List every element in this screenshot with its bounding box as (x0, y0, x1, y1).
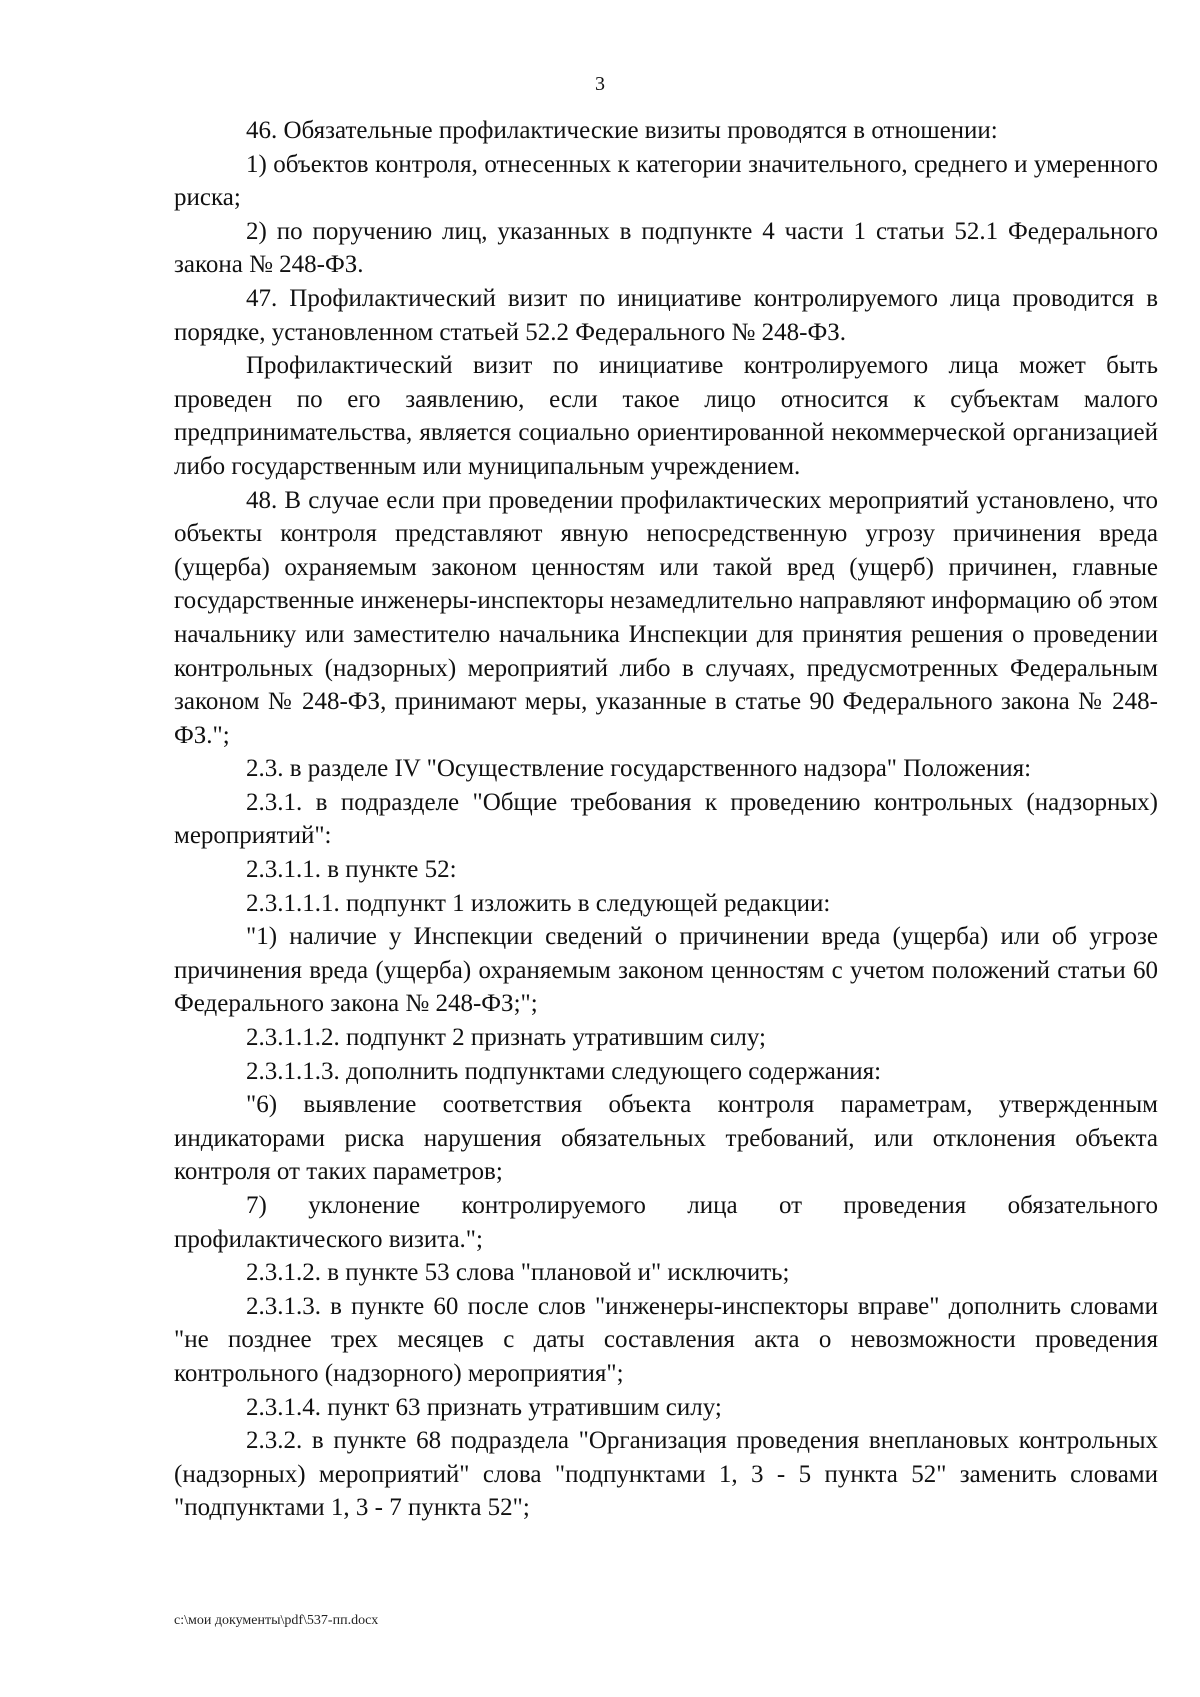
paragraph-48: 48. В случае если при проведении профилактических мероприятий установлено, что объекты контроля представляют явную непосредственную угрозу причинения вреда (ущерба) охраняемым законом ценностям или такой вред (ущерб) причинен, главные государственные инженеры-инспекторы незамедлительно направляют информацию об этом начальнику или заместителю начальника Инспекции для принятия решения о проведении контрольных (надзорных) мероприятий либо в случаях, предусмотренных Федеральным законом № 248-ФЗ, принимают меры, указанные в статье 90 Федерального закона № 248-ФЗ."; (174, 486, 1158, 749)
paragraph-subitem-7: 7) уклонение контролируемого лица от проведения обязательного профилактического визита."; (174, 1192, 1158, 1253)
page-number: 3 (595, 73, 605, 95)
footer-file-path: c:\мои документы\pdf\537-пп.docx (174, 1613, 379, 1628)
paragraph-47-continued: Профилактический визит по инициативе контролируемого лица может быть проведен по его заявлению, если такое лицо относится к субъектам малого предпринимательства, является социально ориентированной некоммерческой организацией либо государственным или муниципальным учреждением. (174, 352, 1158, 480)
paragraph-2-3-1: 2.3.1. в подразделе "Общие требования к проведению контрольных (надзорных) мероприятий": (174, 788, 1158, 850)
paragraph-46-item-1: 1) объектов контроля, отнесенных к категории значительного, среднего и умеренного риска; (174, 150, 1158, 212)
paragraph-46-item-2: 2) по поручению лиц, указанных в подпункте 4 части 1 статьи 52.1 Федерального закона № 248-ФЗ. (174, 217, 1158, 279)
paragraph-2-3-1-1: 2.3.1.1. в пункте 52: (246, 856, 457, 884)
document-body (174, 114, 1158, 1525)
paragraph-2-3-1-4: 2.3.1.4. пункт 63 признать утратившим силу; (246, 1393, 722, 1421)
paragraph-46: 46. Обязательные профилактические визиты проводятся в отношении: (246, 117, 998, 144)
paragraph-2-3-1-1-3: 2.3.1.1.3. дополнить подпунктами следующего содержания: (246, 1057, 882, 1085)
paragraph-subitem-1: "1) наличие у Инспекции сведений о причинении вреда (ущерба) или об угрозе причинения вреда (ущерба) охраняемым законом ценностям с учетом положений статьи 60 Федерального закона № 248-ФЗ;"; (174, 923, 1158, 1018)
paragraph-2-3-1-1-1: 2.3.1.1.1. подпункт 1 изложить в следующей редакции: (246, 889, 831, 917)
paragraph-2-3-1-2: 2.3.1.2. в пункте 53 слова "плановой и" исключить; (246, 1259, 790, 1287)
paragraph-2-3-1-3: 2.3.1.3. в пункте 60 после слов "инженеры-инспекторы вправе" дополнить словами "не позднее трех месяцев с даты составления акта о невозможности проведения контрольного (надзорного) мероприятия"; (174, 1292, 1158, 1387)
paragraph-2-3-2: 2.3.2. в пункте 68 подраздела "Организация проведения внеплановых контрольных (надзорных) мероприятий" слова "подпунктами 1, 3 - 5 пункта 52" заменить словами "подпунктами 1, 3 - 7 пункта 52"; (174, 1427, 1158, 1522)
paragraph-2-3: 2.3. в разделе IV "Осуществление государственного надзора" Положения: (246, 755, 1032, 783)
paragraph-subitem-6: "6) выявление соответствия объекта контроля параметрам, утвержденным индикаторами риска нарушения обязательных требований, или отклонения объекта контроля от таких параметров; (174, 1091, 1158, 1186)
paragraph-2-3-1-1-2: 2.3.1.1.2. подпункт 2 признать утратившим силу; (246, 1024, 766, 1052)
paragraph-47: 47. Профилактический визит по инициативе контролируемого лица проводится в порядке, установленном статьей 52.2 Федерального № 248-ФЗ. (174, 284, 1158, 346)
